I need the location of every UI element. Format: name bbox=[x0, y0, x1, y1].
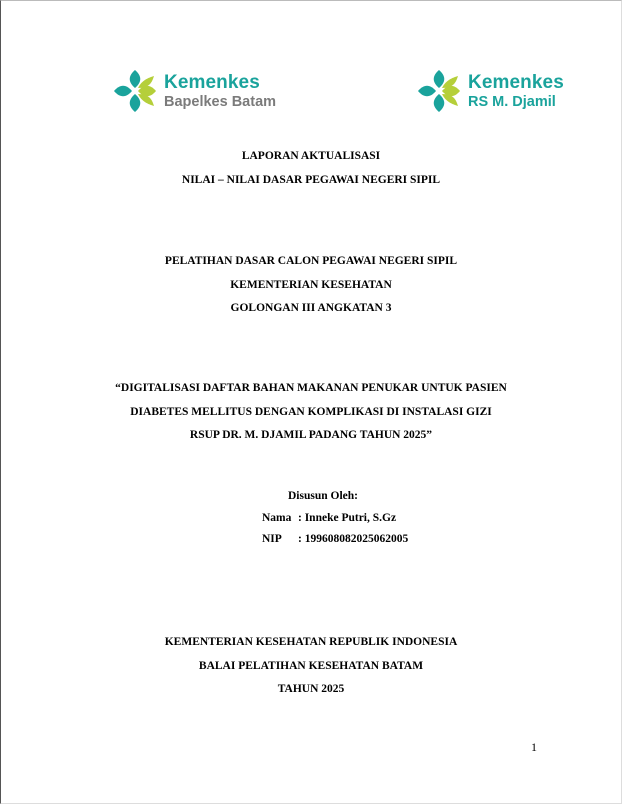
author-name-value: : Inneke Putri, S.Gz bbox=[298, 511, 397, 524]
kemenkes-logo-icon bbox=[110, 66, 160, 116]
training-info bbox=[0, 250, 622, 321]
logo-right-line1: Kemenkes bbox=[468, 71, 564, 93]
author-block bbox=[262, 486, 408, 551]
author-nip-label: NIP bbox=[262, 533, 282, 545]
author-nip-value: : 199608082025062005 bbox=[298, 533, 409, 545]
institution-line2: BALAI PELATIHAN KESEHATAN BATAM bbox=[198, 659, 424, 672]
report-title-line2: NILAI – NILAI DASAR PEGAWAI NEGERI SIPIL bbox=[181, 173, 441, 186]
author-name-row bbox=[262, 508, 408, 530]
institution bbox=[0, 631, 622, 702]
logo-left-line1: Kemenkes bbox=[164, 71, 260, 93]
author-nip-row bbox=[262, 529, 408, 551]
project-title-line2: DIABETES MELLITUS DENGAN KOMPLIKASI DI INSTALASI GIZI bbox=[130, 405, 492, 418]
report-title bbox=[0, 145, 622, 192]
author-name-label: Nama bbox=[262, 511, 292, 524]
institution-line3: TAHUN 2025 bbox=[277, 683, 345, 695]
author-heading: Disusun Oleh: bbox=[288, 490, 358, 502]
logo-kemenkes-rs-djamil bbox=[414, 66, 564, 116]
training-line3: GOLONGAN III ANGKATAN 3 bbox=[230, 302, 392, 314]
institution-line1: KEMENTERIAN KESEHATAN REPUBLIK INDONESIA bbox=[164, 636, 458, 648]
page-number: 1 bbox=[531, 740, 537, 754]
project-title bbox=[0, 377, 622, 448]
logo-left-line2: Bapelkes Batam bbox=[164, 93, 277, 110]
training-line2: KEMENTERIAN KESEHATAN bbox=[230, 278, 392, 291]
logo-kemenkes-bapelkes bbox=[110, 66, 276, 116]
logo-right-line2: RS M. Djamil bbox=[468, 93, 556, 110]
kemenkes-logo-icon bbox=[414, 66, 464, 116]
training-line1: PELATIHAN DASAR CALON PEGAWAI NEGERI SIPIL bbox=[164, 255, 458, 267]
project-title-line1: “DIGITALISASI DAFTAR BAHAN MAKANAN PENUKAR UNTUK PASIEN bbox=[115, 382, 507, 394]
project-title-line3: RSUP DR. M. DJAMIL PADANG TAHUN 2025” bbox=[189, 429, 433, 441]
report-title-line1: LAPORAN AKTUALISASI bbox=[241, 150, 381, 162]
